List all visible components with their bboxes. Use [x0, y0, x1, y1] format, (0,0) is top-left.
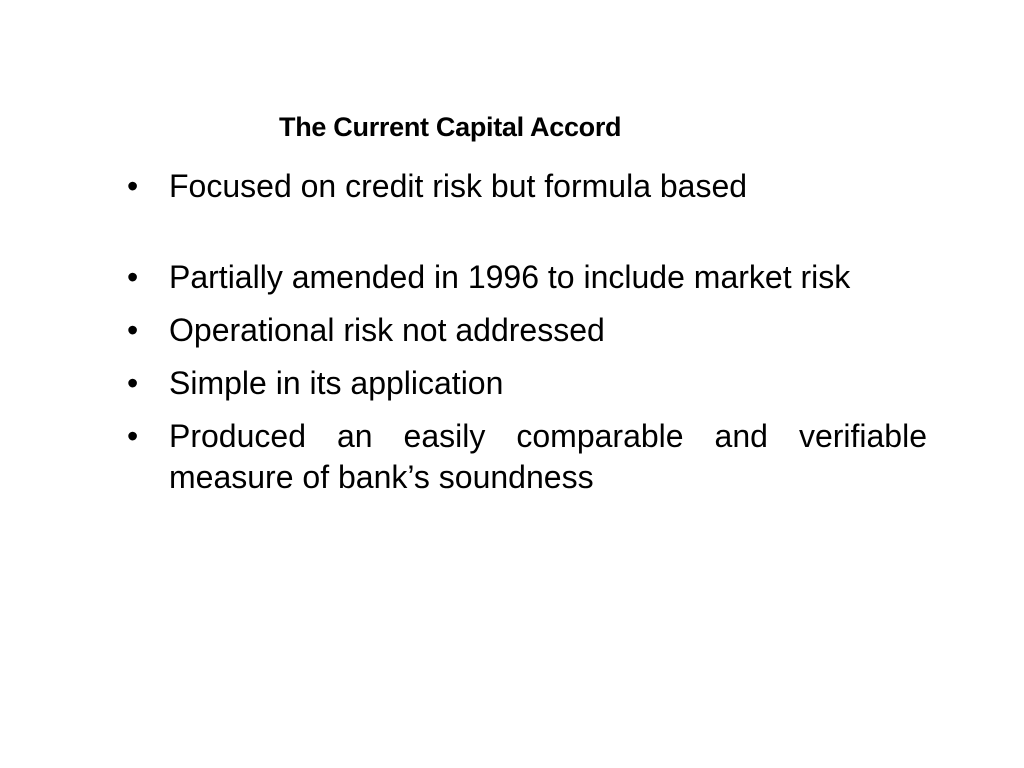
bullet-item — [127, 257, 927, 298]
bullet-item — [127, 166, 927, 207]
bullet-text: Focused on credit risk but formula based — [169, 168, 748, 204]
slide-title: The Current Capital Accord — [279, 112, 622, 142]
bullet-text: Partially amended in 1996 to include market risk — [169, 259, 851, 295]
bullet-text: Produced an easily comparable and verifiable measure of bank’s soundness — [169, 418, 927, 495]
bullet-item — [127, 416, 927, 498]
bullet-text: Simple in its application — [169, 365, 504, 401]
bullet-icon: • — [127, 312, 139, 348]
bullet-item — [127, 310, 927, 351]
bullet-list — [127, 166, 927, 510]
bullet-icon: • — [127, 168, 139, 204]
bullet-item — [127, 363, 927, 404]
bullet-icon: • — [127, 365, 139, 401]
bullet-icon: • — [127, 418, 139, 454]
bullet-icon: • — [127, 259, 139, 295]
bullet-text: Operational risk not addressed — [169, 312, 605, 348]
